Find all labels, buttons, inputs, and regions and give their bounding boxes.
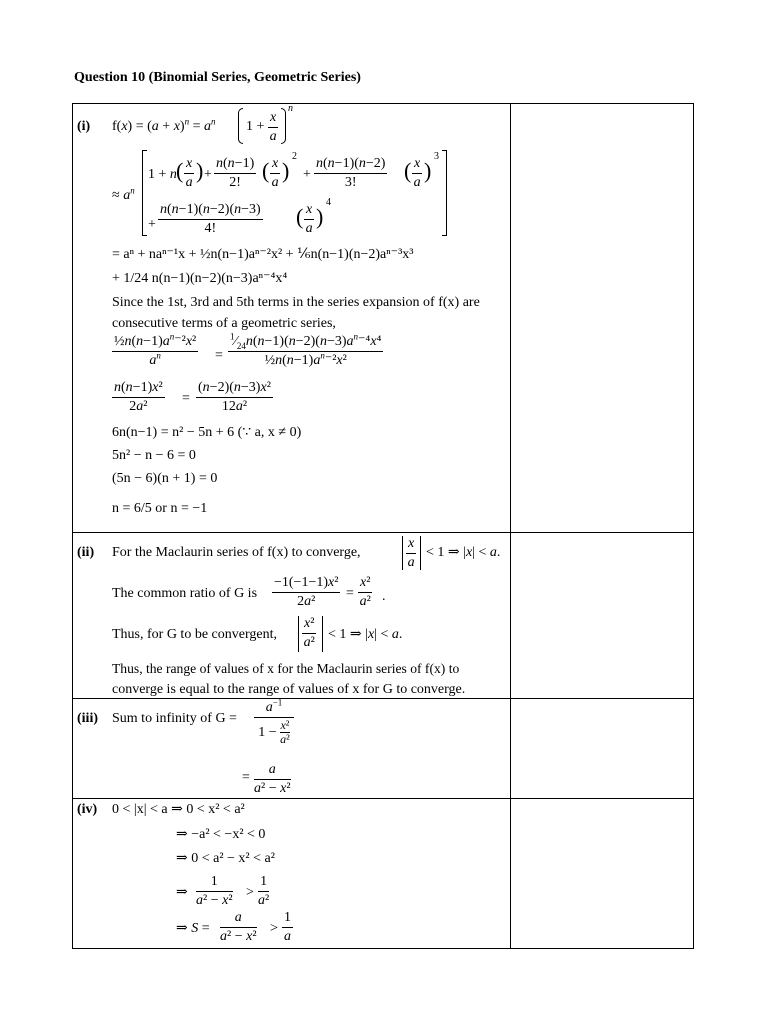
- equation-line: (5n − 6)(n + 1) = 0: [112, 471, 218, 486]
- equation-line: 6n(n−1) = n² − 5n + 6 (∵ a, x ≠ 0): [112, 425, 302, 440]
- inequality-line: 0 < |x| < a ⇒ 0 < x² < a²: [112, 802, 245, 817]
- text-line: Thus, for G to be convergent,: [112, 627, 277, 642]
- part-label: (iii): [77, 711, 98, 726]
- text-line: Since the 1st, 3rd and 5th terms in the series expansion of f(x) are: [112, 295, 480, 310]
- inequality-line: ⇒ −a² < −x² < 0: [176, 827, 266, 842]
- part-label: (i): [77, 119, 91, 134]
- text-line: The common ratio of G is: [112, 586, 258, 601]
- equation-line: n = 6/5 or n = −1: [112, 501, 208, 516]
- page-title: Question 10 (Binomial Series, Geometric Series): [74, 70, 361, 85]
- inequality-line: ⇒ 0 < a² − x² < a²: [176, 851, 275, 866]
- part-label: (iv): [77, 802, 98, 817]
- expansion-line-1: = aⁿ + naⁿ⁻¹x + ½n(n−1)aⁿ⁻²x² + ⅙n(n−1)(n−2)aⁿ⁻³x³: [112, 247, 414, 262]
- text-line: For the Maclaurin series of f(x) to converge,: [112, 545, 361, 560]
- text-line: Sum to infinity of G =: [112, 711, 237, 726]
- text-line: Thus, the range of values of x for the Maclaurin series of f(x) to: [112, 661, 460, 676]
- expansion-line-2: + 1/24 n(n−1)(n−2)(n−3)aⁿ⁻⁴x⁴: [112, 271, 288, 286]
- part-label: (ii): [77, 545, 95, 560]
- text-line: consecutive terms of a geometric series,: [112, 316, 336, 331]
- equation-line: 5n² − n − 6 = 0: [112, 448, 196, 463]
- text-line: converge is equal to the range of values of x for G to converge.: [112, 682, 466, 697]
